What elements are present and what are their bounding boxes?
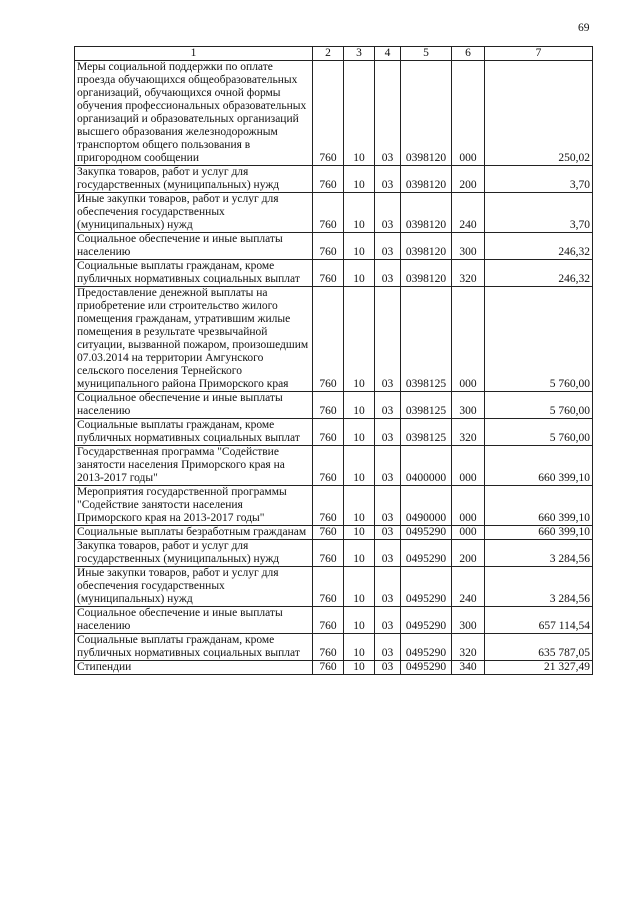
code-cell: 000 <box>452 526 485 540</box>
code-cell: 03 <box>375 661 401 675</box>
table-row <box>75 287 593 392</box>
table-row <box>75 166 593 193</box>
code-cell: 03 <box>375 392 401 419</box>
table-row <box>75 607 593 634</box>
code-cell: 10 <box>344 634 375 661</box>
code-cell: 10 <box>344 287 375 392</box>
row-name-cell: Предоставление денежной выплаты на приобретение или строительство жилого помещения гражданам, утратившим жилые помещения в результате чрезвычайной ситуации, вызванной пожаром, произошедшим 07.03.2014 на территории Амгунского сельского поселения Тернейского муниципального района Приморского края <box>75 287 313 392</box>
code-cell: 03 <box>375 607 401 634</box>
code-cell: 760 <box>313 661 344 675</box>
row-name-cell: Стипендии <box>75 661 313 675</box>
amount-cell: 246,32 <box>485 260 593 287</box>
code-cell: 03 <box>375 260 401 287</box>
table-body <box>75 61 593 675</box>
column-header: 7 <box>485 47 593 61</box>
row-name-cell: Социальные выплаты безработным гражданам <box>75 526 313 540</box>
code-cell: 10 <box>344 540 375 567</box>
row-name-cell: Закупка товаров, работ и услуг для государственных (муниципальных) нужд <box>75 166 313 193</box>
row-name-cell: Социальное обеспечение и иные выплаты населению <box>75 392 313 419</box>
table-row <box>75 260 593 287</box>
amount-cell: 660 399,10 <box>485 526 593 540</box>
code-cell: 10 <box>344 446 375 486</box>
code-cell: 03 <box>375 567 401 607</box>
table-row <box>75 61 593 166</box>
code-cell: 000 <box>452 446 485 486</box>
row-name-cell: Социальные выплаты гражданам, кроме публичных нормативных социальных выплат <box>75 419 313 446</box>
table-row <box>75 392 593 419</box>
code-cell: 760 <box>313 567 344 607</box>
code-cell: 320 <box>452 419 485 446</box>
row-name-cell: Закупка товаров, работ и услуг для государственных (муниципальных) нужд <box>75 540 313 567</box>
code-cell: 10 <box>344 193 375 233</box>
row-name-cell: Социальное обеспечение и иные выплаты населению <box>75 607 313 634</box>
code-cell: 0398125 <box>401 392 452 419</box>
column-header: 4 <box>375 47 401 61</box>
code-cell: 10 <box>344 419 375 446</box>
column-header: 6 <box>452 47 485 61</box>
table-row <box>75 446 593 486</box>
code-cell: 03 <box>375 419 401 446</box>
amount-cell: 3 284,56 <box>485 540 593 567</box>
code-cell: 760 <box>313 61 344 166</box>
budget-table <box>74 46 593 675</box>
code-cell: 320 <box>452 634 485 661</box>
code-cell: 300 <box>452 392 485 419</box>
code-cell: 0398120 <box>401 233 452 260</box>
code-cell: 240 <box>452 193 485 233</box>
code-cell: 0495290 <box>401 526 452 540</box>
row-name-cell: Иные закупки товаров, работ и услуг для обеспечения государственных (муниципальных) нужд <box>75 567 313 607</box>
code-cell: 760 <box>313 634 344 661</box>
code-cell: 03 <box>375 526 401 540</box>
code-cell: 10 <box>344 486 375 526</box>
table-row <box>75 540 593 567</box>
code-cell: 03 <box>375 233 401 260</box>
code-cell: 03 <box>375 61 401 166</box>
code-cell: 0400000 <box>401 446 452 486</box>
row-name-cell: Меры социальной поддержки по оплате проезда обучающихся общеобразовательных организаций, обучающихся очной формы обучения профессиональных образовательных организаций и образовательных организаций высшего образования железнодорожным транспортом общего пользования в пригородном сообщении <box>75 61 313 166</box>
amount-cell: 657 114,54 <box>485 607 593 634</box>
code-cell: 03 <box>375 486 401 526</box>
code-cell: 300 <box>452 233 485 260</box>
code-cell: 340 <box>452 661 485 675</box>
code-cell: 10 <box>344 166 375 193</box>
code-cell: 000 <box>452 486 485 526</box>
code-cell: 000 <box>452 287 485 392</box>
code-cell: 0495290 <box>401 567 452 607</box>
code-cell: 03 <box>375 193 401 233</box>
code-cell: 03 <box>375 540 401 567</box>
code-cell: 200 <box>452 540 485 567</box>
code-cell: 0398120 <box>401 166 452 193</box>
code-cell: 0490000 <box>401 486 452 526</box>
code-cell: 760 <box>313 540 344 567</box>
row-name-cell: Государственная программа "Содействие занятости населения Приморского края на 2013-2017 годы" <box>75 446 313 486</box>
code-cell: 03 <box>375 287 401 392</box>
row-name-cell: Социальные выплаты гражданам, кроме публичных нормативных социальных выплат <box>75 634 313 661</box>
code-cell: 10 <box>344 661 375 675</box>
table-row <box>75 567 593 607</box>
code-cell: 0398120 <box>401 260 452 287</box>
code-cell: 0398120 <box>401 193 452 233</box>
table-row <box>75 661 593 675</box>
code-cell: 760 <box>313 193 344 233</box>
code-cell: 760 <box>313 392 344 419</box>
code-cell: 03 <box>375 634 401 661</box>
code-cell: 760 <box>313 607 344 634</box>
column-header: 3 <box>344 47 375 61</box>
code-cell: 760 <box>313 287 344 392</box>
row-name-cell: Иные закупки товаров, работ и услуг для обеспечения государственных (муниципальных) нужд <box>75 193 313 233</box>
code-cell: 0495290 <box>401 607 452 634</box>
code-cell: 000 <box>452 61 485 166</box>
row-name-cell: Социальные выплаты гражданам, кроме публичных нормативных социальных выплат <box>75 260 313 287</box>
code-cell: 760 <box>313 486 344 526</box>
amount-cell: 3,70 <box>485 193 593 233</box>
table-row <box>75 526 593 540</box>
code-cell: 0398125 <box>401 419 452 446</box>
code-cell: 0495290 <box>401 661 452 675</box>
amount-cell: 3,70 <box>485 166 593 193</box>
code-cell: 0398125 <box>401 287 452 392</box>
amount-cell: 246,32 <box>485 233 593 260</box>
code-cell: 10 <box>344 61 375 166</box>
code-cell: 760 <box>313 446 344 486</box>
amount-cell: 660 399,10 <box>485 446 593 486</box>
amount-cell: 635 787,05 <box>485 634 593 661</box>
table-header-row <box>75 47 593 61</box>
table-row <box>75 419 593 446</box>
column-header: 2 <box>313 47 344 61</box>
table-row <box>75 486 593 526</box>
code-cell: 760 <box>313 166 344 193</box>
code-cell: 300 <box>452 607 485 634</box>
row-name-cell: Мероприятия государственной программы "Содействие занятости населения Приморского края на 2013-2017 годы" <box>75 486 313 526</box>
code-cell: 760 <box>313 526 344 540</box>
column-header: 1 <box>75 47 313 61</box>
amount-cell: 3 284,56 <box>485 567 593 607</box>
code-cell: 10 <box>344 233 375 260</box>
code-cell: 320 <box>452 260 485 287</box>
code-cell: 03 <box>375 446 401 486</box>
amount-cell: 660 399,10 <box>485 486 593 526</box>
code-cell: 10 <box>344 567 375 607</box>
page-number: 69 <box>578 22 590 34</box>
amount-cell: 250,02 <box>485 61 593 166</box>
amount-cell: 5 760,00 <box>485 419 593 446</box>
code-cell: 0398120 <box>401 61 452 166</box>
code-cell: 760 <box>313 260 344 287</box>
code-cell: 10 <box>344 392 375 419</box>
code-cell: 10 <box>344 607 375 634</box>
amount-cell: 5 760,00 <box>485 392 593 419</box>
row-name-cell: Социальное обеспечение и иные выплаты населению <box>75 233 313 260</box>
amount-cell: 5 760,00 <box>485 287 593 392</box>
code-cell: 0495290 <box>401 634 452 661</box>
column-header: 5 <box>401 47 452 61</box>
code-cell: 10 <box>344 526 375 540</box>
table-row <box>75 233 593 260</box>
code-cell: 240 <box>452 567 485 607</box>
table-row <box>75 193 593 233</box>
code-cell: 760 <box>313 419 344 446</box>
code-cell: 200 <box>452 166 485 193</box>
code-cell: 10 <box>344 260 375 287</box>
amount-cell: 21 327,49 <box>485 661 593 675</box>
code-cell: 0495290 <box>401 540 452 567</box>
code-cell: 760 <box>313 233 344 260</box>
code-cell: 03 <box>375 166 401 193</box>
table-row <box>75 634 593 661</box>
